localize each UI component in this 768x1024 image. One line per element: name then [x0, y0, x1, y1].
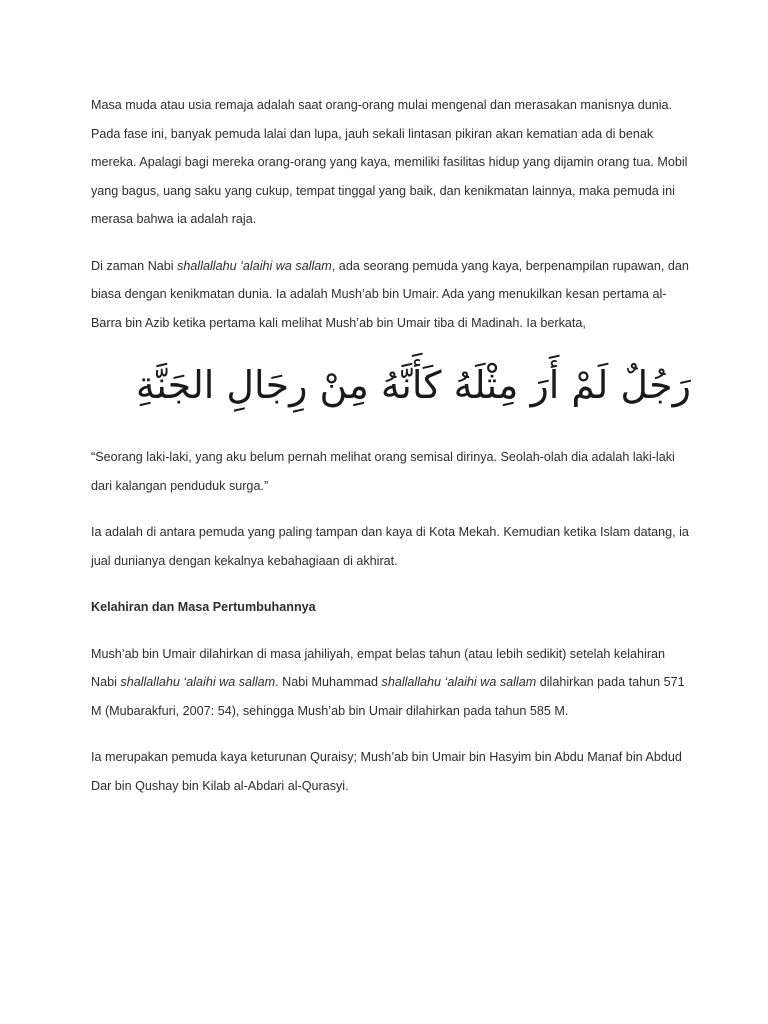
document-body	[91, 91, 691, 818]
honorific-italic: shallallahu ‘alaihi wa sallam	[381, 675, 537, 689]
paragraph-text: , ada seorang pemuda yang kaya, berpenampilan rupawan, dan biasa dengan kenikmatan dunia. Ia adalah Mush’ab bin Umair. Ada yang menukilkan kesan pertama al-Barra bin Azib ketika pertama kali melihat Mush’ab bin Umair tiba di Madinah. Ia berkata,	[91, 258, 689, 330]
section-heading: Kelahiran dan Masa Pertumbuhannya	[91, 600, 316, 614]
paragraph-text: Mush’ab bin Umair dilahirkan di masa jahiliyah, empat belas tahun (atau lebih sedikit) setelah kelahiran Nabi	[91, 646, 666, 689]
honorific-italic: shallallahu ‘alaihi wa sallam	[120, 675, 276, 689]
paragraph-kelahiran	[91, 640, 691, 726]
paragraph-text: Di zaman Nabi	[91, 258, 178, 273]
paragraph-nasab: Ia merupakan pemuda kaya keturunan Quraisy; Mush’ab bin Umair bin Hasyim bin Abdu Manaf bin Abdud Dar bin Qushay bin Kilab al-Abdari al-Qurasyi.	[91, 750, 682, 793]
paragraph-translation: “Seorang laki-laki, yang aku belum pernah melihat orang semisal dirinya. Seolah-olah dia adalah laki-laki dari kalangan penduduk surga.”	[91, 450, 675, 493]
paragraph-intro: Masa muda atau usia remaja adalah saat orang-orang mulai mengenal dan merasakan manisnya dunia. Pada fase ini, banyak pemuda lalai dan lupa, jauh sekali lintasan pikiran akan kematian ada di benak mereka. Apalagi bagi mereka orang-orang yang kaya, memiliki fasilitas hidup yang dijamin orang tua. Mobil yang bagus, uang saku yang cukup, tempat tinggal yang baik, dan kenikmatan lainnya, maka pemuda ini merasa bahwa ia adalah raja.	[91, 98, 688, 226]
arabic-quote: رَجُلٌ لَمْ أَرَ مِثْلَهُ كَأَنَّهُ مِنْ رِجَالِ الجَنَّةِ	[135, 363, 691, 407]
paragraph-text: dilahirkan pada tahun 571 M (Mubarakfuri, 2007: 54), sehingga Mush’ab bin Umair dilahirkan pada tahun 585 M.	[91, 675, 685, 718]
paragraph-mekah: Ia adalah di antara pemuda yang paling tampan dan kaya di Kota Mekah. Kemudian ketika Islam datang, ia jual dunianya dengan kekalnya kebahagiaan di akhirat.	[91, 525, 689, 568]
paragraph-nabi-zaman	[91, 252, 691, 338]
paragraph-text: . Nabi Muhammad	[275, 675, 382, 689]
honorific-italic: shallallahu ‘alaihi wa sallam	[177, 258, 332, 273]
